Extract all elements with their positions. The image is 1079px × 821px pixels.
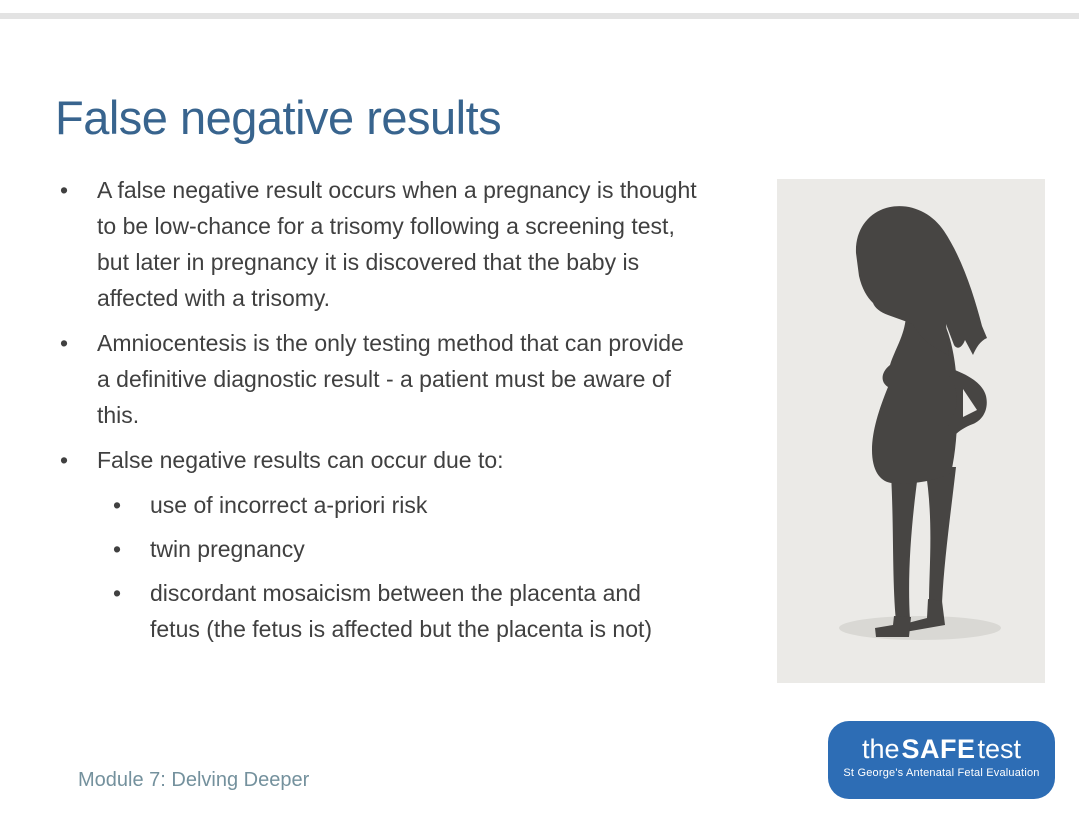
bullet-marker	[113, 531, 150, 567]
bullet-item-3	[60, 442, 725, 478]
bullet-marker	[60, 172, 97, 316]
pregnant-woman-illustration	[777, 179, 1045, 683]
bullet-marker	[113, 575, 150, 647]
bullet-list	[60, 172, 725, 655]
pregnant-woman-silhouette	[777, 179, 1045, 683]
logo-subtitle: St George's Antenatal Fetal Evaluation	[843, 767, 1040, 779]
sub-bullet-text: use of incorrect a-priori risk	[150, 492, 428, 518]
top-divider	[0, 13, 1079, 19]
sub-bullet-item-1	[113, 487, 725, 523]
sub-bullet-list	[113, 487, 725, 647]
logo-word-the: the	[861, 734, 900, 764]
sub-bullet-text: twin pregnancy	[150, 536, 305, 562]
bullet-text: A false negative result occurs when a pregnancy is thought to be low-chance for a trisomy following a screening test, but later in pregnancy it is discovered that the baby is affected with a trisomy.	[97, 177, 697, 311]
logo-title	[828, 734, 1055, 764]
page-title: False negative results	[55, 91, 502, 144]
safe-test-logo	[828, 721, 1055, 799]
bullet-text: Amniocentesis is the only testing method that can provide a definitive diagnostic result - a patient must be aware of this.	[97, 330, 684, 428]
bullet-item-2	[60, 325, 725, 433]
sub-bullet-text: discordant mosaicism between the placenta and fetus (the fetus is affected but the placenta is not)	[150, 580, 653, 642]
bullet-text: False negative results can occur due to:	[97, 447, 504, 473]
sub-bullet-item-2	[113, 531, 725, 567]
module-footer: Module 7: Delving Deeper	[78, 769, 310, 791]
bullet-item-1	[60, 172, 725, 316]
bullet-marker	[113, 487, 150, 523]
sub-bullet-item-3	[113, 575, 725, 647]
bullet-marker	[60, 325, 97, 433]
logo-word-test: test	[977, 734, 1022, 764]
bullet-marker	[60, 442, 97, 478]
logo-word-safe: SAFE	[901, 734, 976, 764]
